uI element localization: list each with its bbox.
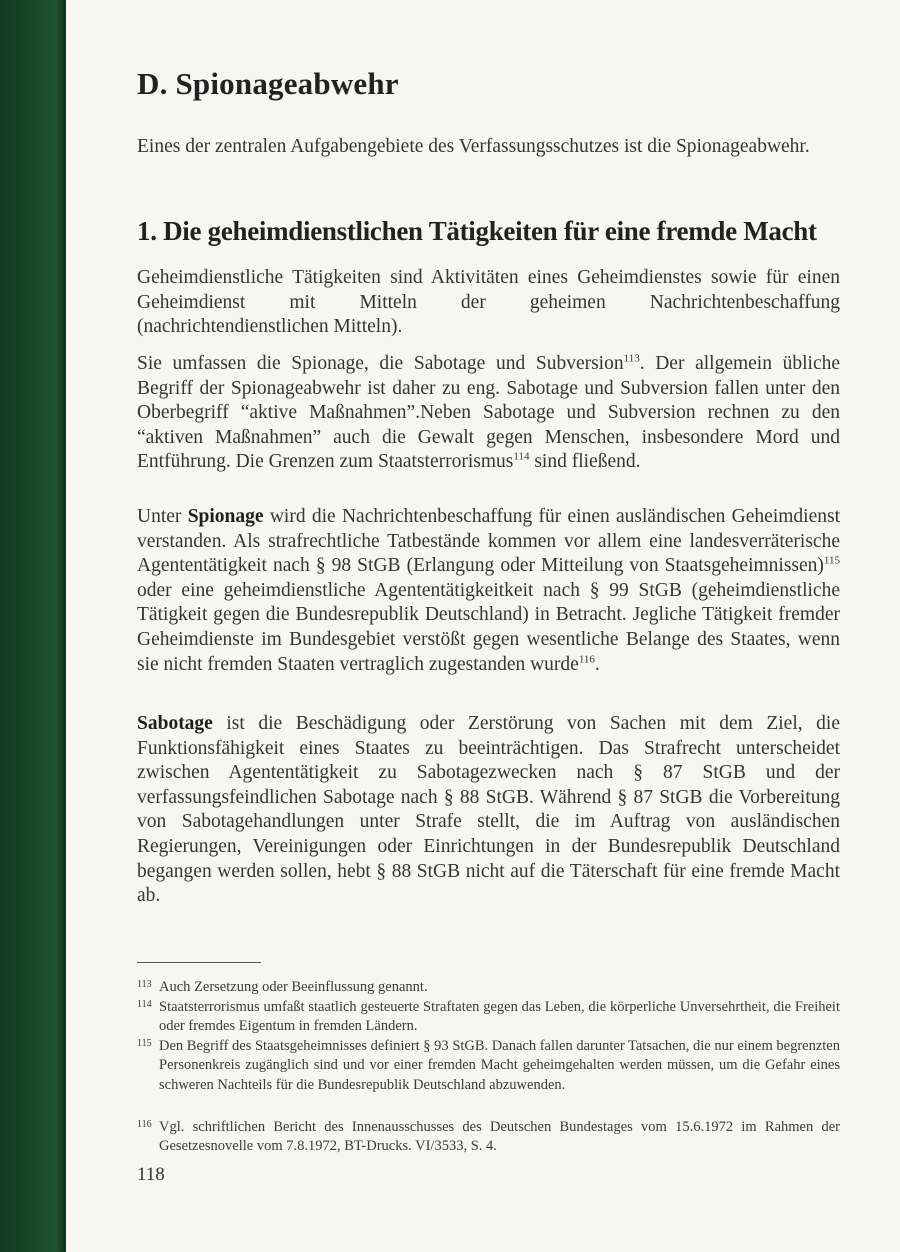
paragraph-scope xyxy=(137,352,840,475)
text-run: wird die Nachrichtenbeschaffung für einen ausländischen Geheimdienst verstanden. Als strafrechtliche Tatbestände kommen vor allem eine landesverräterische Agententätigkeit nach § 98 StGB (Erlangung oder Mitteilung von Staatsgeheimnissen) xyxy=(137,506,840,577)
footnote-separator xyxy=(137,962,261,963)
footnote-number: 113 xyxy=(137,979,152,990)
term-spionage: Spionage xyxy=(187,506,264,527)
text-run: Sie umfassen die Spionage, die Sabotage und Subversion xyxy=(137,353,624,374)
paragraph-definition: Geheimdienstliche Tätigkeiten sind Aktivitäten eines Geheimdienstes sowie für einen Geheimdienst mit Mitteln der geheimen Nachrichtenbeschaffung (nachrichtendienstlichen Mitteln). xyxy=(137,267,840,338)
text-run: Unter xyxy=(137,506,188,527)
text-run: . Der allgemein übliche Begriff der Spionageabwehr ist daher zu eng. Sabotage und Subversion fallen unter den Oberbegriff “aktive Maßnahmen”.Neben Sabotage und Subversion rechnen zu den “aktiven Maßnahmen” auch die Gewalt gegen Menschen, insbesondere Mord und Entführung. Die Grenzen zum Staatsterrorismus xyxy=(137,353,841,473)
footnote-116 xyxy=(137,1118,840,1157)
page-number: 118 xyxy=(137,1164,165,1185)
footnote-number: 114 xyxy=(137,999,152,1010)
term-sabotage: Sabotage xyxy=(137,713,213,734)
footnote-number: 115 xyxy=(137,1038,152,1049)
footnote-113 xyxy=(137,978,840,997)
section-heading: D. Spionageabwehr xyxy=(137,66,399,101)
footnote-number: 116 xyxy=(137,1119,152,1130)
paragraph-spionage xyxy=(137,505,840,677)
book-spine xyxy=(0,0,66,1252)
text-run: ist die Beschädigung oder Zerstörung von Sachen mit dem Ziel, die Funktionsfähigkeit eines Staates zu beeinträchtigen. Das Strafrecht unterscheidet zwischen Agententätigkeit zu Sabotagezwecken nach § 87 StGB und der verfassungsfeindlichen Sabotage nach § 88 StGB. Während § 87 StGB die Vorbereitung von Sabotagehandlungen unter Strafe stellt, die im Auftrag von ausländischen Regierungen, Vereinigungen oder Einrichtungen in der Bundesrepublik Deutschland begangen werden sollen, hebt § 88 StGB nicht auf die Täterschaft für eine fremde Macht ab. xyxy=(137,713,840,907)
intro-paragraph: Eines der zentralen Aufgabengebiete des Verfassungsschutzes ist die Spionageabwehr. xyxy=(137,136,810,157)
footnote-ref-114: 114 xyxy=(513,450,530,463)
footnote-text: Den Begriff des Staatsgeheimnisses definiert § 93 StGB. Danach fallen darunter Tatsachen, die nur einem begrenzten Personenkreis zugänglich sind und vor einer fremden Macht geheimgehalten werden müssen, um die Gefahr eines schweren Nachteils für die Bundesrepublik Deutschland abzuwenden. xyxy=(159,1038,840,1093)
subsection-heading: 1. Die geheimdienstlichen Tätigkeiten für eine fremde Macht xyxy=(137,216,817,246)
footnote-114 xyxy=(137,998,840,1037)
footnote-text: Staatsterrorismus umfaßt staatlich gesteuerte Straftaten gegen das Leben, die körperliche Unversehrtheit, die Freiheit oder fremdes Eigentum in fremden Ländern. xyxy=(159,999,840,1035)
footnote-text: Vgl. schriftlichen Bericht des Innenausschusses des Deutschen Bundestages vom 15.6.1972 im Rahmen der Gesetzesnovelle vom 7.8.1972, BT-Drucks. VI/3533, S. 4. xyxy=(159,1119,840,1155)
paragraph-sabotage xyxy=(137,712,840,909)
footnote-text: Auch Zersetzung oder Beeinflussung genannt. xyxy=(159,979,428,995)
text-run: sind fließend. xyxy=(529,451,641,473)
footnote-ref-115: 115 xyxy=(823,554,840,567)
footnote-115 xyxy=(137,1037,840,1095)
footnote-ref-113: 113 xyxy=(623,352,640,365)
footnote-ref-116: 116 xyxy=(578,653,595,666)
text-run: oder eine geheimdienstliche Agententätigkeitkeit nach § 99 StGB (geheimdienstliche Tätigkeit gegen die Bundesrepublik Deutschland) in Betracht. Jegliche Tätigkeit fremder Geheimdienste im Bundesgebiet verstößt gegen wesentliche Belange des Staates, wenn sie nicht fremden Staaten vertraglich zugestanden wurde xyxy=(137,579,840,675)
text-run: . xyxy=(594,653,600,675)
